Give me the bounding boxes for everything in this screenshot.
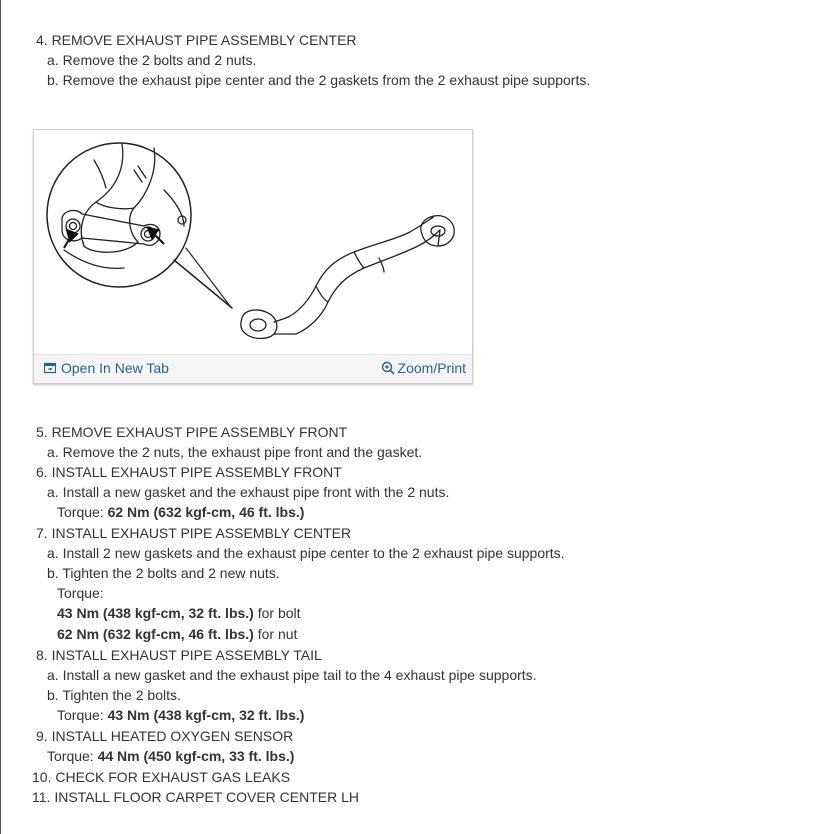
torque-suffix: for nut [253, 626, 298, 642]
step-7-heading: 7. INSTALL EXHAUST PIPE ASSEMBLY CENTER [36, 525, 352, 541]
step-11-heading: 11. INSTALL FLOOR CARPET COVER CENTER LH [32, 789, 360, 805]
zoom-print-label: Zoom/Print [397, 360, 466, 376]
torque-value: 62 Nm (632 kgf-cm, 46 ft. lbs.) [57, 626, 254, 642]
step-4-heading: 4. REMOVE EXHAUST PIPE ASSEMBLY CENTER [36, 32, 357, 48]
step-8-substep-b: b. Tighten the 2 bolts. [47, 687, 181, 703]
torque-value: 44 Nm (450 kgf-cm, 33 ft. lbs.) [97, 748, 295, 764]
figure-toolbar [34, 354, 472, 383]
step-6-substep-a: a. Install a new gasket and the exhaust pipe front with the 2 nuts. [47, 484, 450, 500]
zoom-print-link[interactable] [381, 360, 466, 376]
exhaust-pipe-figure [33, 129, 473, 384]
page-left-border [0, 0, 1, 834]
step-5-substep-a: a. Remove the 2 nuts, the exhaust pipe front and the gasket. [47, 444, 423, 460]
step-9-heading: 9. INSTALL HEATED OXYGEN SENSOR [36, 728, 294, 744]
step-8-heading: 8. INSTALL EXHAUST PIPE ASSEMBLY TAIL [36, 647, 322, 663]
step-5-heading: 5. REMOVE EXHAUST PIPE ASSEMBLY FRONT [36, 424, 348, 440]
step-7-torque-bolt [57, 604, 301, 622]
torque-value: 43 Nm (438 kgf-cm, 32 ft. lbs.) [107, 707, 305, 723]
step-4-substep-b: b. Remove the exhaust pipe center and the 2 gaskets from the 2 exhaust pipe supports. [47, 72, 591, 88]
torque-label: Torque: [47, 748, 98, 764]
step-6-heading: 6. INSTALL EXHAUST PIPE ASSEMBLY FRONT [36, 464, 342, 480]
step-7-torque-nut [57, 625, 297, 643]
open-in-new-tab-label: Open In New Tab [61, 360, 169, 376]
step-4-substep-a: a. Remove the 2 bolts and 2 nuts. [47, 52, 257, 68]
step-6-torque [57, 503, 304, 521]
step-7-substep-b: b. Tighten the 2 bolts and 2 new nuts. [47, 565, 280, 581]
torque-suffix: for bolt [253, 605, 301, 621]
torque-value: 62 Nm (632 kgf-cm, 46 ft. lbs.) [107, 504, 305, 520]
step-8-torque [57, 706, 304, 724]
torque-label: Torque: [57, 707, 108, 723]
step-10-heading: 10. CHECK FOR EXHAUST GAS LEAKS [32, 769, 291, 785]
exhaust-pipe-illustration [34, 130, 472, 355]
step-8-substep-a: a. Install a new gasket and the exhaust pipe tail to the 4 exhaust pipe supports. [47, 667, 537, 683]
step-7-torque-label: Torque: [57, 585, 104, 601]
step-9-torque [47, 747, 294, 765]
torque-label: Torque: [57, 504, 108, 520]
open-in-new-tab-icon [44, 362, 56, 374]
zoom-icon [381, 361, 395, 375]
step-7-substep-a: a. Install 2 new gaskets and the exhaust pipe center to the 2 exhaust pipe supports. [47, 545, 565, 561]
torque-value: 43 Nm (438 kgf-cm, 32 ft. lbs.) [57, 605, 254, 621]
open-in-new-tab-link[interactable] [44, 360, 169, 376]
